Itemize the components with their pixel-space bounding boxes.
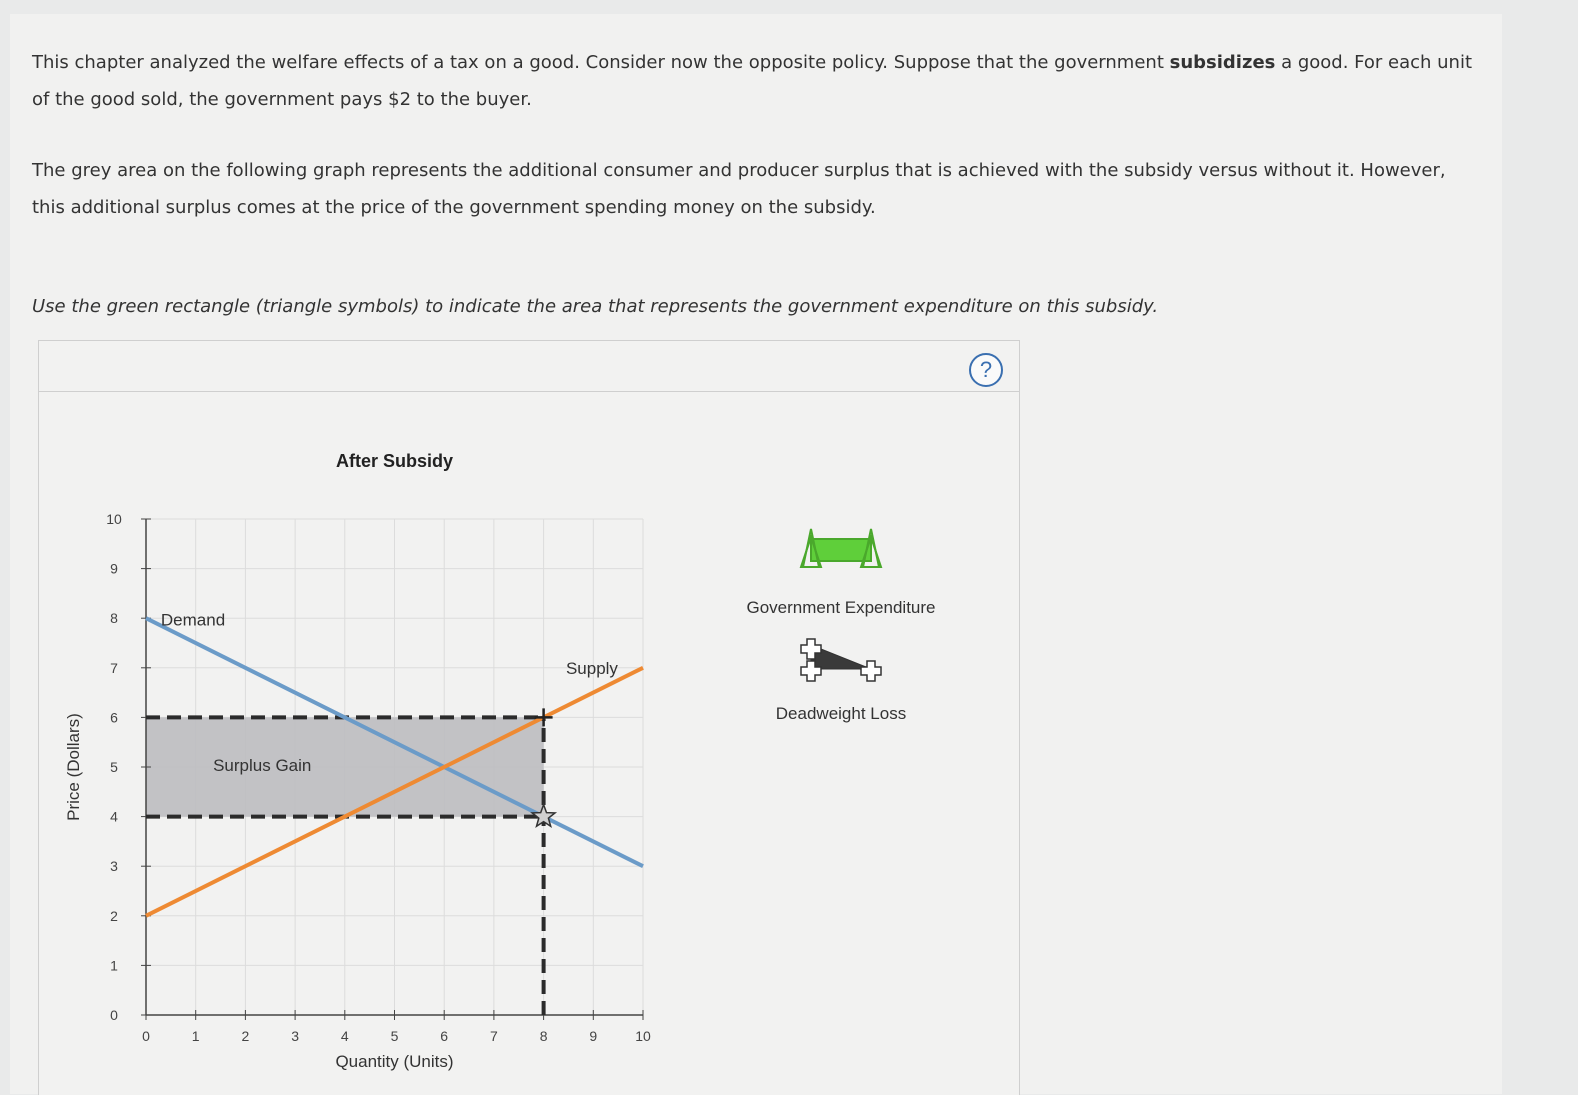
x-tick-label: 8 bbox=[539, 1028, 548, 1044]
y-tick-label: 2 bbox=[110, 907, 118, 924]
graph-canvas[interactable] bbox=[39, 341, 1019, 1095]
chart-title: After Subsidy bbox=[335, 451, 454, 471]
graph-panel bbox=[38, 340, 1020, 1095]
demand-label: Demand bbox=[160, 610, 226, 630]
deadweight-loss-label: Deadweight Loss bbox=[775, 704, 907, 723]
y-tick-label: 9 bbox=[110, 560, 118, 577]
x-tick-label: 3 bbox=[291, 1028, 299, 1044]
x-tick-label: 6 bbox=[440, 1028, 449, 1044]
x-tick-label: 2 bbox=[241, 1028, 250, 1044]
y-tick-label: 8 bbox=[110, 610, 118, 627]
shaded-region bbox=[146, 717, 544, 816]
surplus-gain-label: Surplus Gain bbox=[213, 755, 312, 775]
x-tick-label: 5 bbox=[390, 1028, 399, 1044]
green-rectangle-icon[interactable] bbox=[801, 529, 881, 567]
x-tick-label: 1 bbox=[191, 1028, 200, 1044]
surplus-gain-area bbox=[146, 717, 544, 816]
subsidizes-bold: subsidizes bbox=[1169, 52, 1276, 73]
supply-label: Supply bbox=[565, 658, 618, 678]
help-icon[interactable]: ? bbox=[969, 353, 1003, 387]
y-tick-label: 10 bbox=[106, 511, 122, 527]
x-tick-label: 9 bbox=[589, 1028, 598, 1044]
x-tick-label: 7 bbox=[490, 1028, 498, 1044]
black-triangle-icon[interactable] bbox=[801, 639, 881, 681]
x-axis-label: Quantity (Units) bbox=[335, 1052, 454, 1071]
government-expenditure-label: Government Expenditure bbox=[746, 598, 936, 617]
y-tick-label: 3 bbox=[110, 858, 118, 875]
x-tick-label: 10 bbox=[635, 1028, 651, 1044]
x-tick-label: 0 bbox=[142, 1028, 150, 1044]
y-tick-label: 1 bbox=[110, 957, 118, 974]
y-tick-label: 6 bbox=[110, 709, 118, 726]
x-tick-label: 4 bbox=[340, 1028, 349, 1044]
instruction-paragraph-3: Use the green rectangle (triangle symbols) to indicate the area that represents the government expenditure on this subsidy. bbox=[32, 296, 1159, 317]
instruction-paragraph-2: The grey area on the following graph represents the additional consumer and producer surplus that is achieved with the subsidy versus without it. However, this additional surplus comes at the price of the government spending money on the subsidy. bbox=[32, 160, 1446, 218]
y-tick-label: 5 bbox=[110, 759, 118, 775]
y-tick-label: 0 bbox=[110, 1007, 118, 1023]
y-tick-label: 4 bbox=[110, 808, 118, 825]
y-axis-label: Price (Dollars) bbox=[64, 713, 83, 821]
y-tick-label: 7 bbox=[110, 659, 118, 676]
instruction-paragraph-1: This chapter analyzed the welfare effects of a tax on a good. Consider now the opposite policy. Suppose that the government subsidizes a good. For each unit of the good sold, the government pays $2 to the buyer. bbox=[32, 52, 1473, 110]
